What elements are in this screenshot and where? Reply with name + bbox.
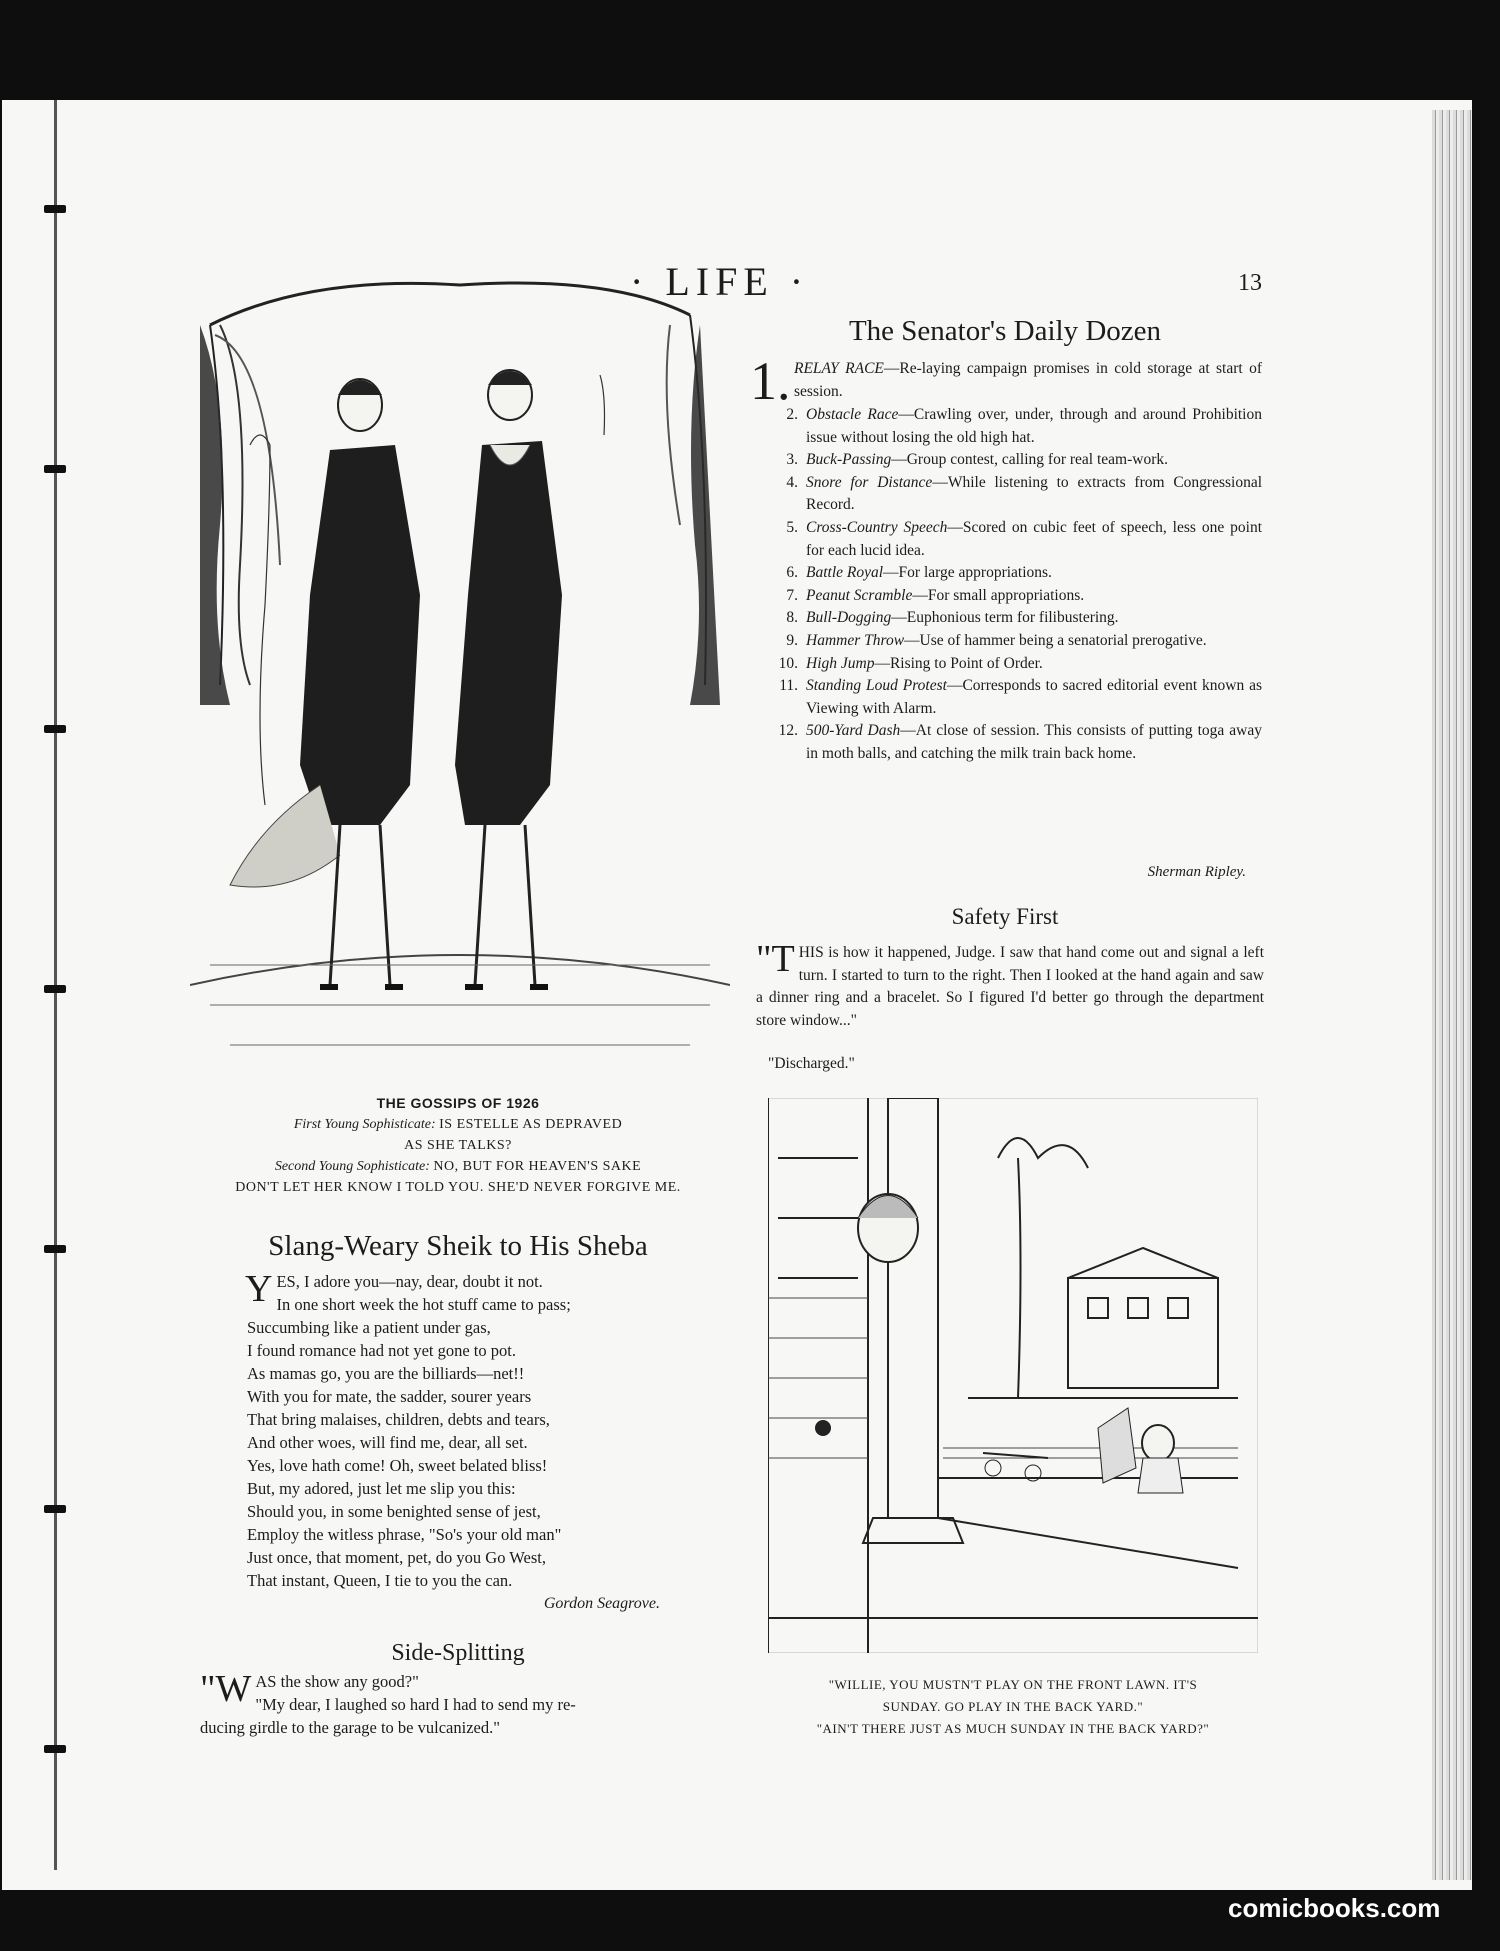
list-item (750, 562, 1262, 585)
caption-line: SUNDAY. GO PLAY IN THE BACK YARD." (882, 1699, 1144, 1714)
poem-line: But, my adored, just let me slip you this: (247, 1479, 516, 1498)
gossips-illustration (190, 265, 730, 1090)
item-name: Obstacle Race (806, 406, 899, 423)
item-name: Snore for Distance (806, 473, 933, 491)
caption-line: "AIN'T THERE JUST AS MUCH SUNDAY IN THE BACK YARD?" (816, 1721, 1210, 1736)
drop-cap: Y (245, 1268, 273, 1310)
item-text: —Crawling over, under, through and around Prohibition issue without losing the old high hat. (806, 406, 1262, 446)
item-number: 4. (786, 473, 798, 491)
item-text: —Scored on cubic feet of speech, less one point for each lucid idea. (806, 518, 1262, 559)
dialogue-text: NO, BUT FOR HEAVEN'S SAKE (433, 1159, 642, 1174)
binding-tie (44, 1505, 66, 1513)
sunday-lawn-caption (748, 1674, 1278, 1740)
dialogue-text: DON'T LET HER KNOW I TOLD YOU. SHE'D NEVER FORGIVE ME. (235, 1180, 681, 1195)
poem-line: With you for mate, the sadder, sourer years (247, 1387, 532, 1406)
caption-line: "WILLIE, YOU MUSTN'T PLAY ON THE FRONT LAWN. IT'S (828, 1677, 1198, 1692)
item-number: 8. (786, 609, 798, 627)
poem-line: Yes, love hath come! Oh, sweet belated bliss! (247, 1456, 548, 1475)
item-name: Bull-Dogging (806, 609, 892, 627)
poem-line: Succumbing like a patient under gas, (247, 1318, 491, 1337)
item-name: 500-Yard Dash (806, 722, 901, 740)
poem-line: I found romance had not yet gone to pot. (247, 1341, 516, 1360)
running-head: · LIFE · (630, 259, 810, 304)
joke-line: ducing girdle to the garage to be vulcanized." (200, 1718, 500, 1737)
item-text: —At close of session. This consists of putting toga away in moth balls, and catching the milk train back home. (806, 722, 1262, 762)
item-name: Standing Loud Protest (806, 677, 947, 695)
site-watermark: comicbooks.com (1228, 1893, 1441, 1923)
gossips-caption (188, 1093, 728, 1198)
item-text: —For large appropriations. (883, 564, 1052, 582)
side-splitting-text (200, 1670, 720, 1739)
item-name: RELAY RACE (794, 360, 884, 377)
binding-tie (44, 985, 66, 993)
speaker-label: First Young Sophisticate: (293, 1117, 436, 1132)
poem-line: Employ the witless phrase, "So's your old man" (247, 1525, 562, 1544)
item-name: Hammer Throw (806, 631, 905, 649)
poem-line: Just once, that moment, pet, do you Go West, (247, 1548, 546, 1567)
binding-tie (44, 1245, 66, 1253)
senators-dozen-author: Sherman Ripley. (1147, 864, 1246, 880)
drop-cap: "T (756, 938, 795, 980)
poem-line: And other woes, will find me, dear, all set. (247, 1433, 528, 1452)
list-item (750, 720, 1262, 765)
senators-dozen-list (750, 351, 1263, 766)
item-name: Battle Royal (806, 564, 884, 582)
item-number: 9. (786, 631, 798, 649)
safety-first-text (756, 938, 1264, 1032)
item-number: 5. (786, 518, 798, 536)
list-item (750, 675, 1262, 720)
senators-dozen-title: The Senator's Daily Dozen (848, 315, 1162, 347)
item-number: 11. (779, 677, 798, 695)
cartoon-title: THE GOSSIPS OF 1926 (376, 1095, 540, 1111)
dialogue-text: IS ESTELLE AS DEPRAVED (439, 1117, 623, 1132)
list-item (750, 404, 1262, 449)
page-number: 13 (1238, 270, 1262, 296)
item-text: —Group contest, calling for real team-work. (891, 451, 1168, 469)
item-name: Cross-Country Speech (806, 518, 948, 536)
list-item (750, 517, 1262, 562)
dialogue-text: AS SHE TALKS? (404, 1138, 512, 1153)
poem-title: Slang-Weary Sheik to His Sheba (268, 1230, 648, 1262)
item-number: 2. (786, 406, 798, 423)
poem-body (247, 1270, 707, 1592)
item-text: —Use of hammer being a senatorial prerogative. (904, 631, 1207, 649)
poem-line: In one short week the hot stuff came to pass; (276, 1295, 571, 1314)
item-number: 10. (778, 654, 798, 672)
page-stack-edges (1432, 110, 1472, 1880)
safety-first-reply: "Discharged." (768, 1055, 855, 1072)
safety-first-title: Safety First (951, 904, 1059, 929)
item-name: High Jump (806, 654, 875, 672)
list-item (750, 351, 1262, 411)
poem-line: As mamas go, you are the billiards—net!! (247, 1364, 525, 1383)
item-number: 1. (750, 351, 791, 411)
side-splitting-title: Side-Splitting (391, 1640, 525, 1666)
item-number: 12. (778, 722, 798, 740)
list-item (750, 449, 1262, 472)
item-number: 7. (786, 586, 798, 604)
item-text: —Re-laying campaign promises in cold storage at start of session. (794, 360, 1262, 400)
item-text: —Corresponds to sacred editorial event known as Viewing with Alarm. (806, 677, 1262, 717)
safety-first-body: HIS is how it happened, Judge. I saw that hand come out and signal a left turn. I started to turn to the right. Then I looked at the hand again and saw a dinner ring and a bracelet. So I figured I'd better go through the department store window..." (756, 944, 1264, 1029)
list-item (750, 585, 1262, 608)
list-item (750, 653, 1262, 676)
item-name: Buck-Passing (806, 451, 892, 469)
list-item (750, 472, 1262, 517)
item-text: —Euphonious term for filibustering. (891, 609, 1119, 627)
item-text: —While listening to extracts from Congressional Record. (806, 473, 1263, 514)
item-text: —For small appropriations. (912, 586, 1085, 604)
drop-cap: "W (200, 1668, 252, 1710)
poem-line: ES, I adore you—nay, dear, doubt it not. (276, 1272, 543, 1291)
speaker-label: Second Young Sophisticate: (274, 1159, 430, 1174)
item-number: 6. (786, 564, 798, 582)
item-name: Peanut Scramble (806, 586, 913, 604)
sunday-lawn-illustration (768, 1098, 1258, 1653)
binding-tie (44, 1745, 66, 1753)
list-item (750, 630, 1262, 653)
poem-line: That bring malaises, children, debts and tears, (247, 1410, 550, 1429)
poem-author: Gordon Seagrove. (543, 1595, 660, 1612)
poem-line: That instant, Queen, I tie to you the can. (247, 1571, 513, 1590)
item-number: 3. (786, 451, 798, 469)
joke-line: "My dear, I laughed so hard I had to send my re- (255, 1695, 576, 1714)
binding-tie (44, 465, 66, 473)
binding-tie (44, 205, 66, 213)
binding-tie (44, 725, 66, 733)
poem-line: Should you, in some benighted sense of jest, (247, 1502, 541, 1521)
joke-line: AS the show any good?" (255, 1672, 419, 1691)
item-text: —Rising to Point of Order. (874, 654, 1043, 672)
scan-background-top (0, 0, 1500, 100)
list-item (750, 607, 1262, 630)
